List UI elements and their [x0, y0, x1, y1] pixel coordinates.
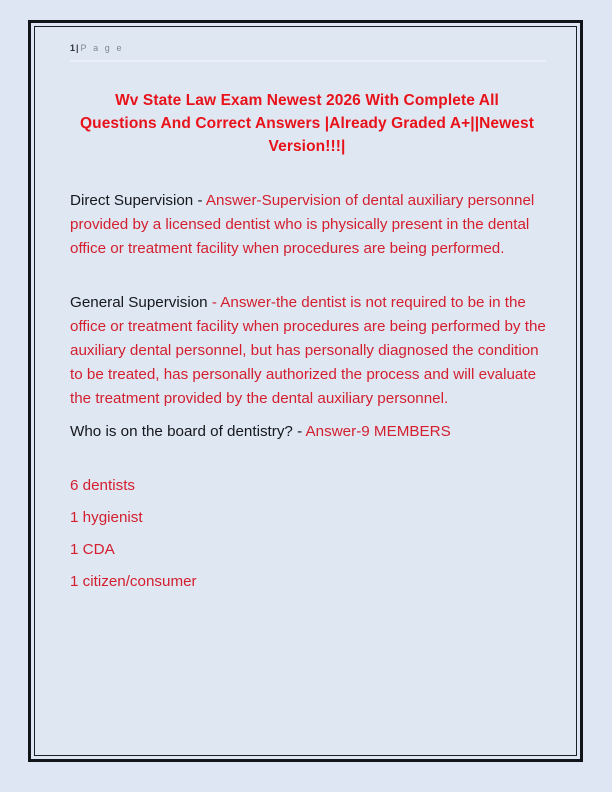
question-term-1: Direct Supervision -: [70, 192, 206, 209]
header-divider: [70, 60, 546, 62]
qa-block-2: [70, 291, 546, 410]
list-item: 1 CDA: [70, 541, 115, 559]
answer-text-3: Answer-9 MEMBERS: [305, 423, 451, 441]
list-item: 6 dentists: [70, 477, 136, 495]
qa-block-3: [70, 420, 546, 444]
list-item: 1 hygienist: [70, 509, 143, 527]
question-term-2: General Supervision: [70, 294, 212, 312]
document-title: Wv State Law Exam Newest 2026 With Complete All Questions And Correct Answers |Already Graded A+||Newest Version!!!|: [79, 92, 535, 155]
page-header-separator: |: [76, 43, 79, 53]
page-header-label: P a g e: [80, 43, 124, 53]
page-header: [70, 37, 546, 58]
question-term-3: Who is on the board of dentistry? -: [70, 423, 306, 441]
answer-text-1: Answer-Supervision of dental auxiliary personnel provided by a licensed dentist who is physically present in the dental office or treatment facility when procedures are being performed.: [70, 192, 535, 257]
qa-block-1: [70, 189, 546, 260]
answer-detail-list: [70, 470, 546, 598]
page-number: 1: [70, 43, 76, 53]
page-content: [35, 27, 576, 755]
list-item: 1 citizen/consumer: [70, 573, 197, 591]
answer-text-2: - Answer-the dentist is not required to be in the office or treatment facility when procedures are being performed by the auxiliary dental personnel, but has personally diagnosed the condition to be treated, has personally authorized the process and will evaluate the treatment provided by the dental auxiliary personnel.: [70, 294, 546, 407]
